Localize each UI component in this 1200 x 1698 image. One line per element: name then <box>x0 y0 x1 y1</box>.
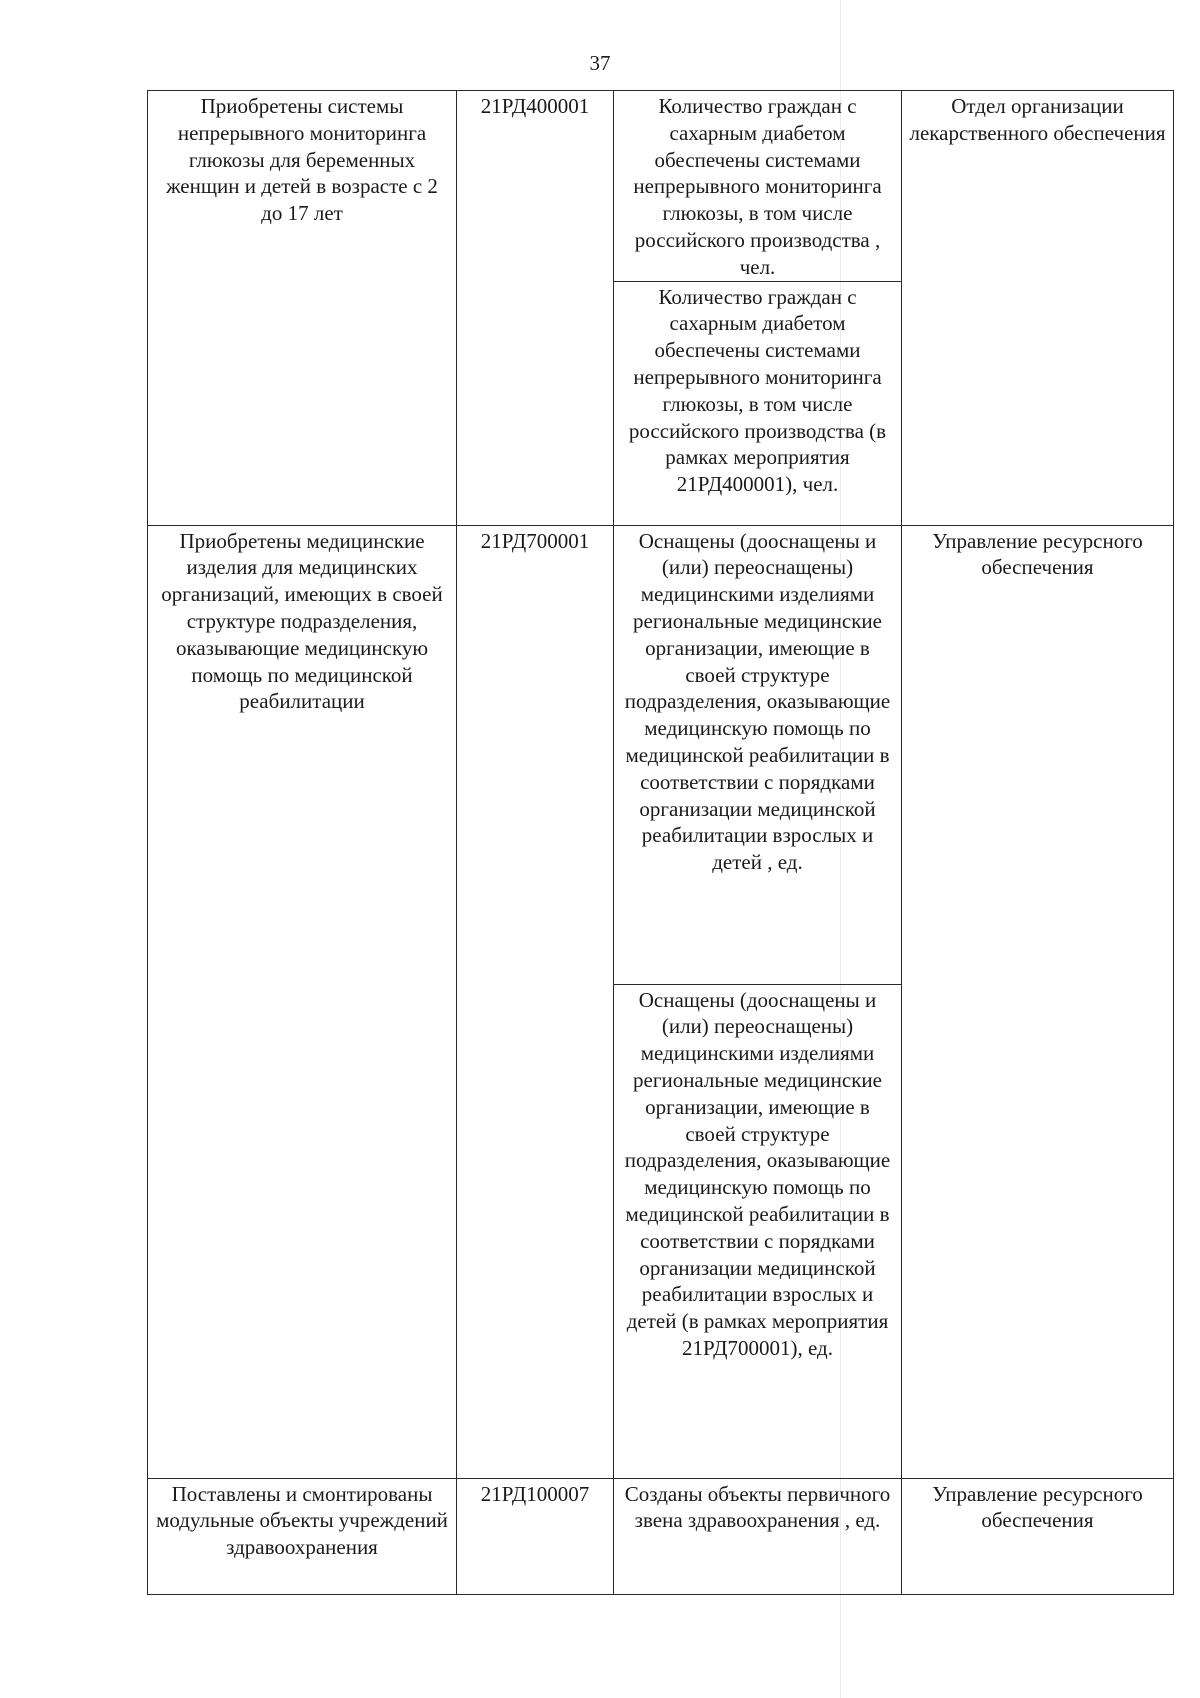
indicator-cell <box>614 525 902 984</box>
code-text: 21РД700001 <box>480 528 590 553</box>
table-row <box>148 525 1174 984</box>
responsible-cell <box>902 91 1174 526</box>
indicator-text: Количество граждан с сахарным диабетом обеспечены системами непрерывного мониторинга глюкозы, в том числе российского производства , чел. <box>633 94 882 279</box>
code-cell <box>457 525 614 1478</box>
event-cell <box>148 1478 457 1594</box>
table-row <box>148 1478 1174 1594</box>
event-text: Поставлены и смонтированы модульные объекты учреждений здравоохранения <box>156 1481 448 1560</box>
indicator-cell <box>614 91 902 282</box>
responsible-text: Управление ресурсного обеспечения <box>932 528 1143 580</box>
responsible-cell <box>902 525 1174 1478</box>
indicator-text: Оснащены (дооснащены и (или) переоснащены) медицинскими изделиями региональные медицинские организации, имеющие в своей структуре подразделения, оказывающие медицинскую помощь по медицинской реабилитации в соответствии с порядками организации медицинской реабилитации взрослых и детей , ед. <box>624 528 891 875</box>
responsible-cell <box>902 1478 1174 1594</box>
indicator-cell <box>614 1478 902 1594</box>
event-text: Приобретены медицинские изделия для медицинских организаций, имеющих в своей структуре подразделения, оказывающие медицинскую помощь по медицинской реабилитации <box>161 528 443 714</box>
code-text: 21РД400001 <box>480 94 590 118</box>
code-text: 21РД100007 <box>480 1481 590 1506</box>
event-text: Приобретены системы непрерывного мониторинга глюкозы для беременных женщин и детей в возрасте с 2 до 17 лет <box>166 94 438 226</box>
responsible-text: Отдел организации лекарственного обеспечения <box>909 94 1166 145</box>
responsible-text: Управление ресурсного обеспечения <box>932 1481 1143 1533</box>
code-cell <box>457 91 614 526</box>
activities-table <box>147 90 1174 1595</box>
indicator-text: Количество граждан с сахарным диабетом обеспечены системами непрерывного мониторинга глюкозы, в том числе российского производства (в рамках мероприятия 21РД400001), чел. <box>628 284 887 497</box>
indicator-cell <box>614 281 902 525</box>
event-cell <box>148 91 457 526</box>
code-cell <box>457 1478 614 1594</box>
table-row <box>148 91 1174 282</box>
indicator-text: Оснащены (дооснащены и (или) переоснащены) медицинскими изделиями региональные медицинские организации, имеющие в своей структуре подразделения, оказывающие медицинскую помощь по медицинской реабилитации в соответствии с порядками организации медицинской реабилитации взрослых и детей (в рамках мероприятия 21РД700001), ед. <box>624 987 891 1360</box>
indicator-cell <box>614 984 902 1478</box>
page-number: 37 <box>589 51 611 75</box>
event-cell <box>148 525 457 1478</box>
indicator-text: Созданы объекты первичного звена здравоохранения , ед. <box>624 1481 891 1533</box>
